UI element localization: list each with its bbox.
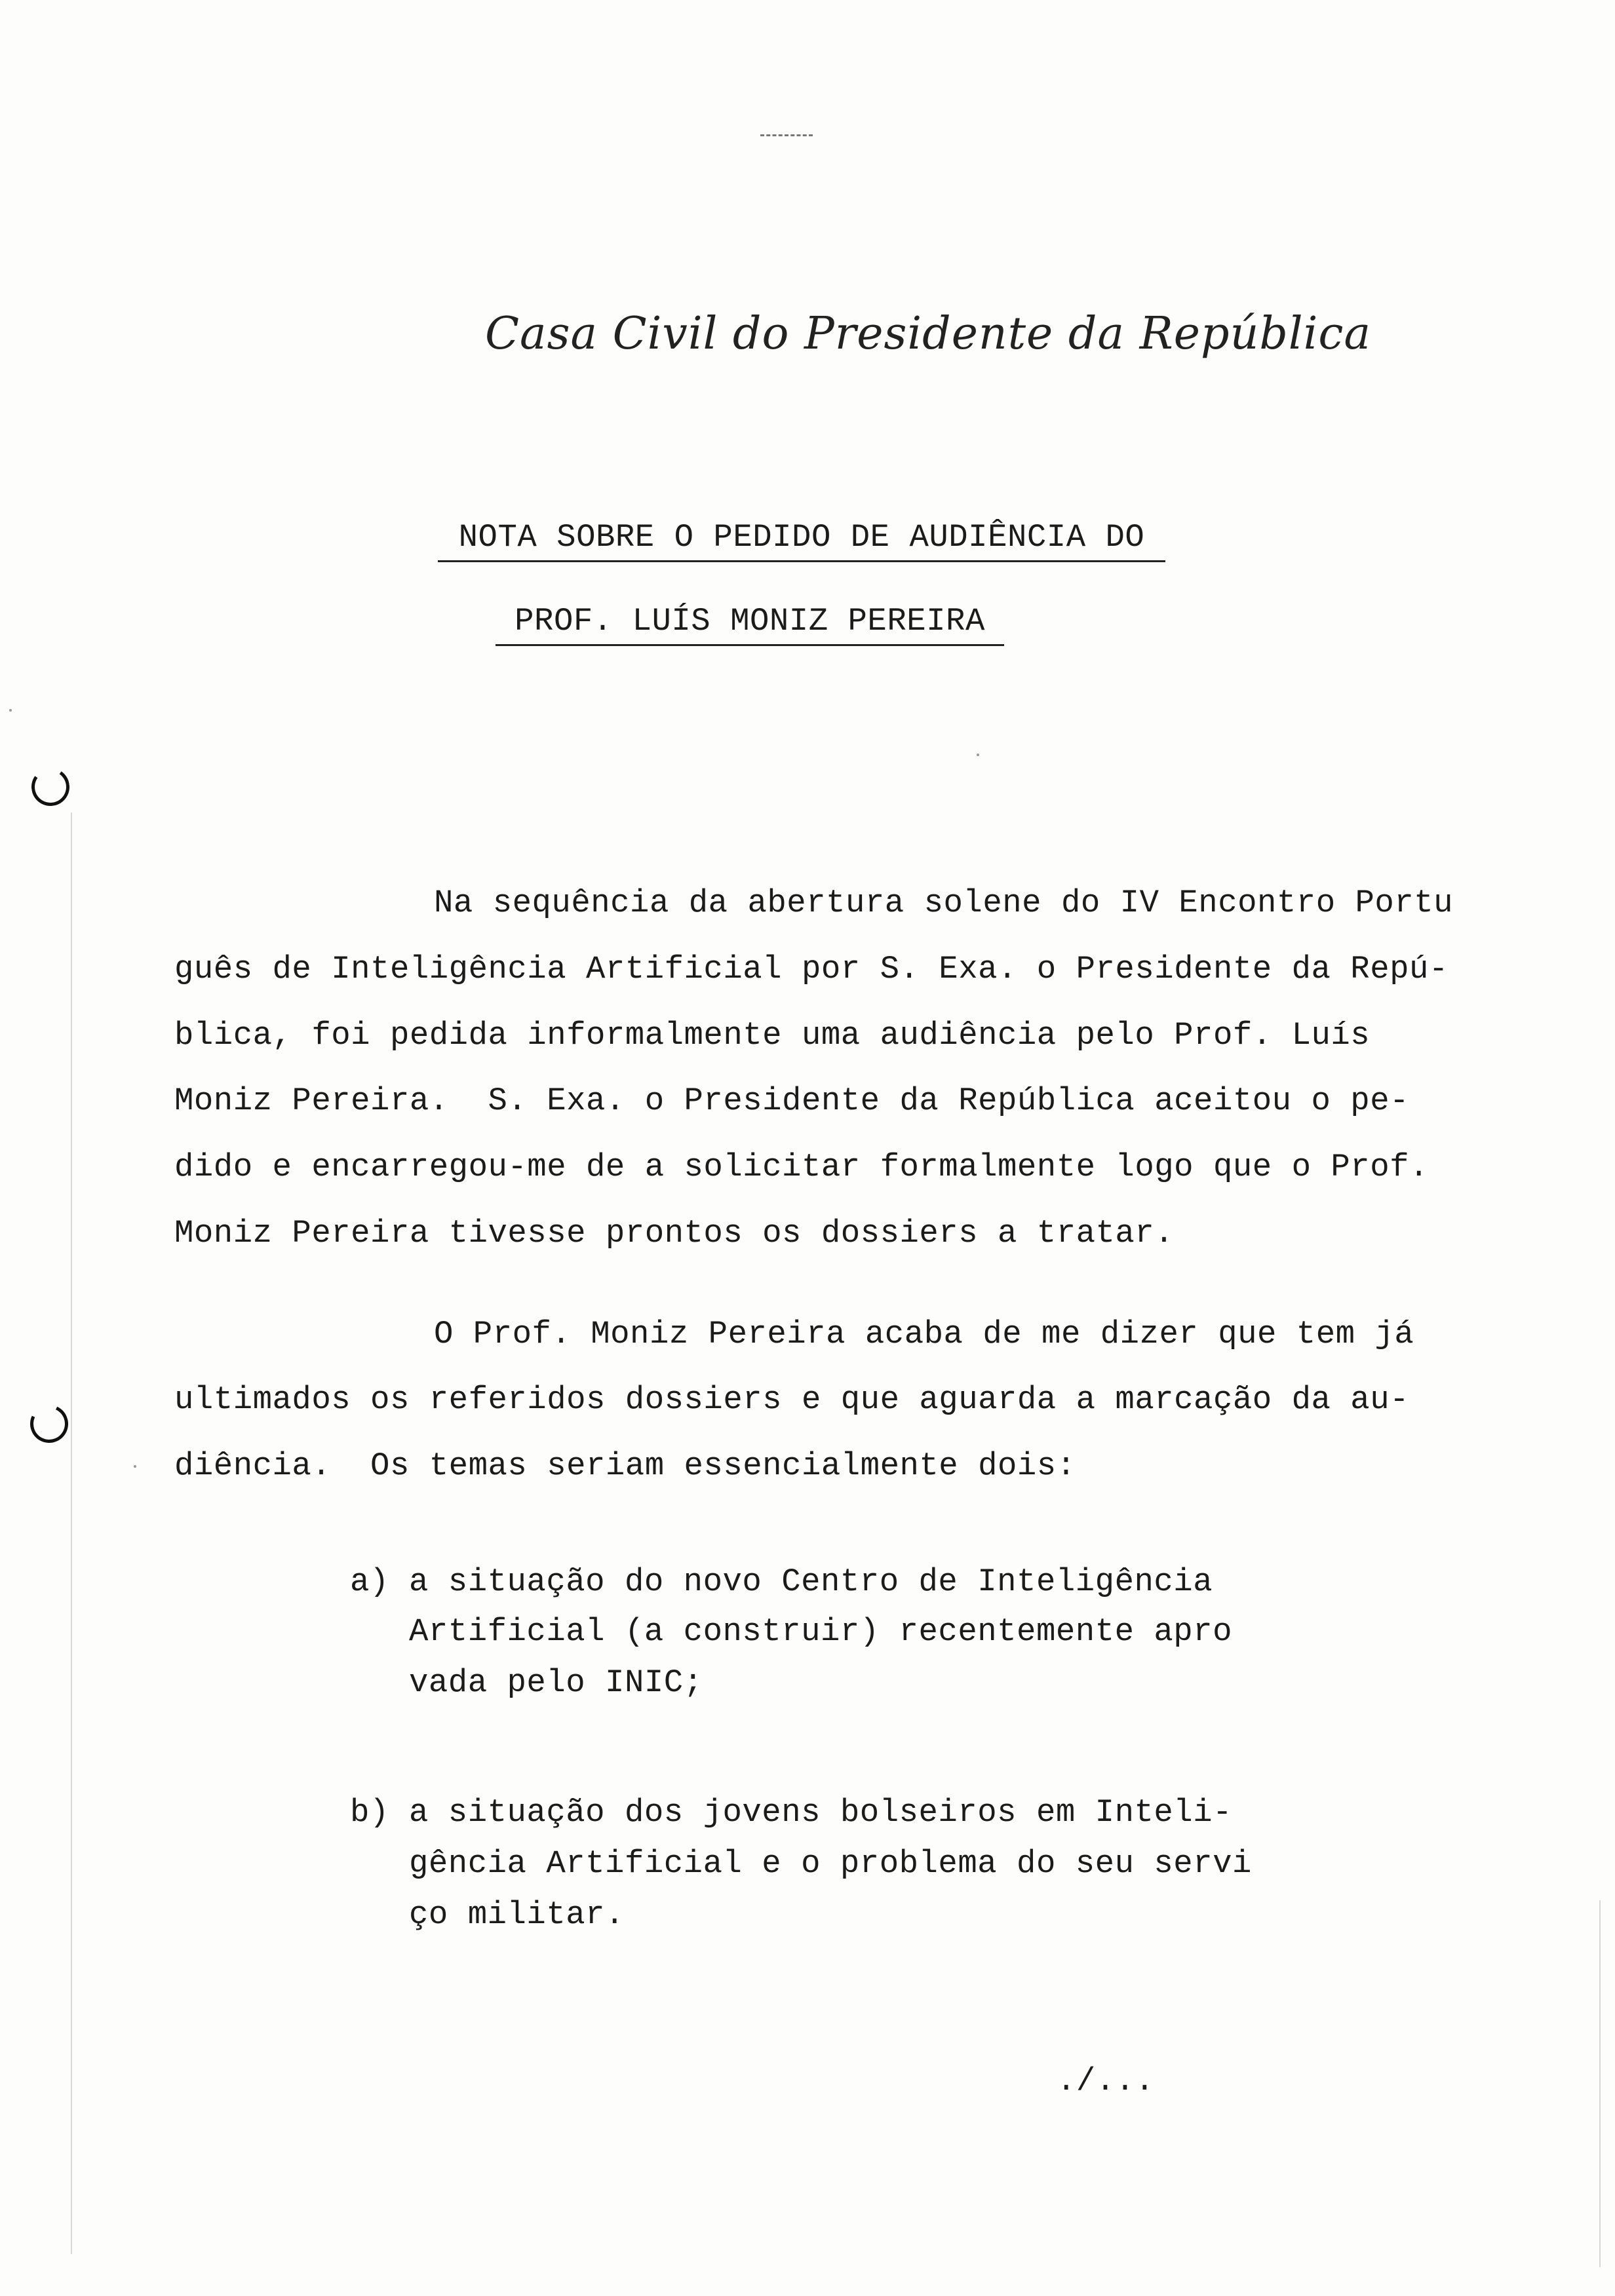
item-b-marker: b): [350, 1794, 389, 1831]
title-line-2: PROF. LUÍS MONIZ PEREIRA: [496, 605, 1004, 646]
paragraph-1-line: guês de Inteligência Artificial por S. Exa. o Presidente da Repú-: [174, 951, 1449, 987]
paragraph-2-line: ultimados os referidos dossiers e que aguarda a marcação da au-: [174, 1381, 1410, 1418]
speck-mark: [977, 754, 979, 756]
right-margin-shadow: [1599, 1900, 1601, 2267]
item-a-line: vada pelo INIC;: [409, 1664, 703, 1701]
paragraph-2-line: diência. Os temas seriam essencialmente dois:: [174, 1447, 1076, 1484]
punch-hole-upper: [28, 765, 72, 809]
paragraph-2-line: O Prof. Moniz Pereira acaba de me dizer que tem já: [434, 1316, 1414, 1352]
top-dash-mark: [760, 134, 813, 138]
paragraph-1-line: blica, foi pedida informalmente uma audiência pelo Prof. Luís: [174, 1017, 1371, 1054]
item-a-line: a situação do novo Centro de Inteligência: [409, 1563, 1213, 1600]
paragraph-1-line: dido e encarregou-me de a solicitar formalmente logo que o Prof.: [174, 1149, 1429, 1185]
continuation-mark: ./...: [1057, 2063, 1155, 2099]
paragraph-1-line: Moniz Pereira tivesse prontos os dossiers a tratar.: [174, 1215, 1175, 1252]
speck-mark: [134, 1465, 136, 1468]
item-b-line: gência Artificial e o problema do seu servi: [409, 1845, 1252, 1882]
item-a-marker: a): [350, 1563, 389, 1600]
speck-mark: [9, 709, 12, 712]
title-line-1: NOTA SOBRE O PEDIDO DE AUDIÊNCIA DO: [438, 522, 1165, 562]
paragraph-1-line: Moniz Pereira. S. Exa. o Presidente da República aceitou o pe-: [174, 1082, 1410, 1119]
paragraph-1-line: Na sequência da abertura solene do IV Encontro Portu: [434, 885, 1454, 921]
letterhead: Casa Civil do Presidente da República: [485, 308, 1372, 360]
item-b-line: ço militar.: [409, 1896, 625, 1933]
left-margin-shadow: [71, 813, 72, 2254]
punch-hole-lower: [25, 1400, 73, 1448]
item-a-line: Artificial (a construir) recentemente apro: [409, 1613, 1233, 1650]
item-b-line: a situação dos jovens bolseiros em Inteli-: [409, 1794, 1233, 1831]
